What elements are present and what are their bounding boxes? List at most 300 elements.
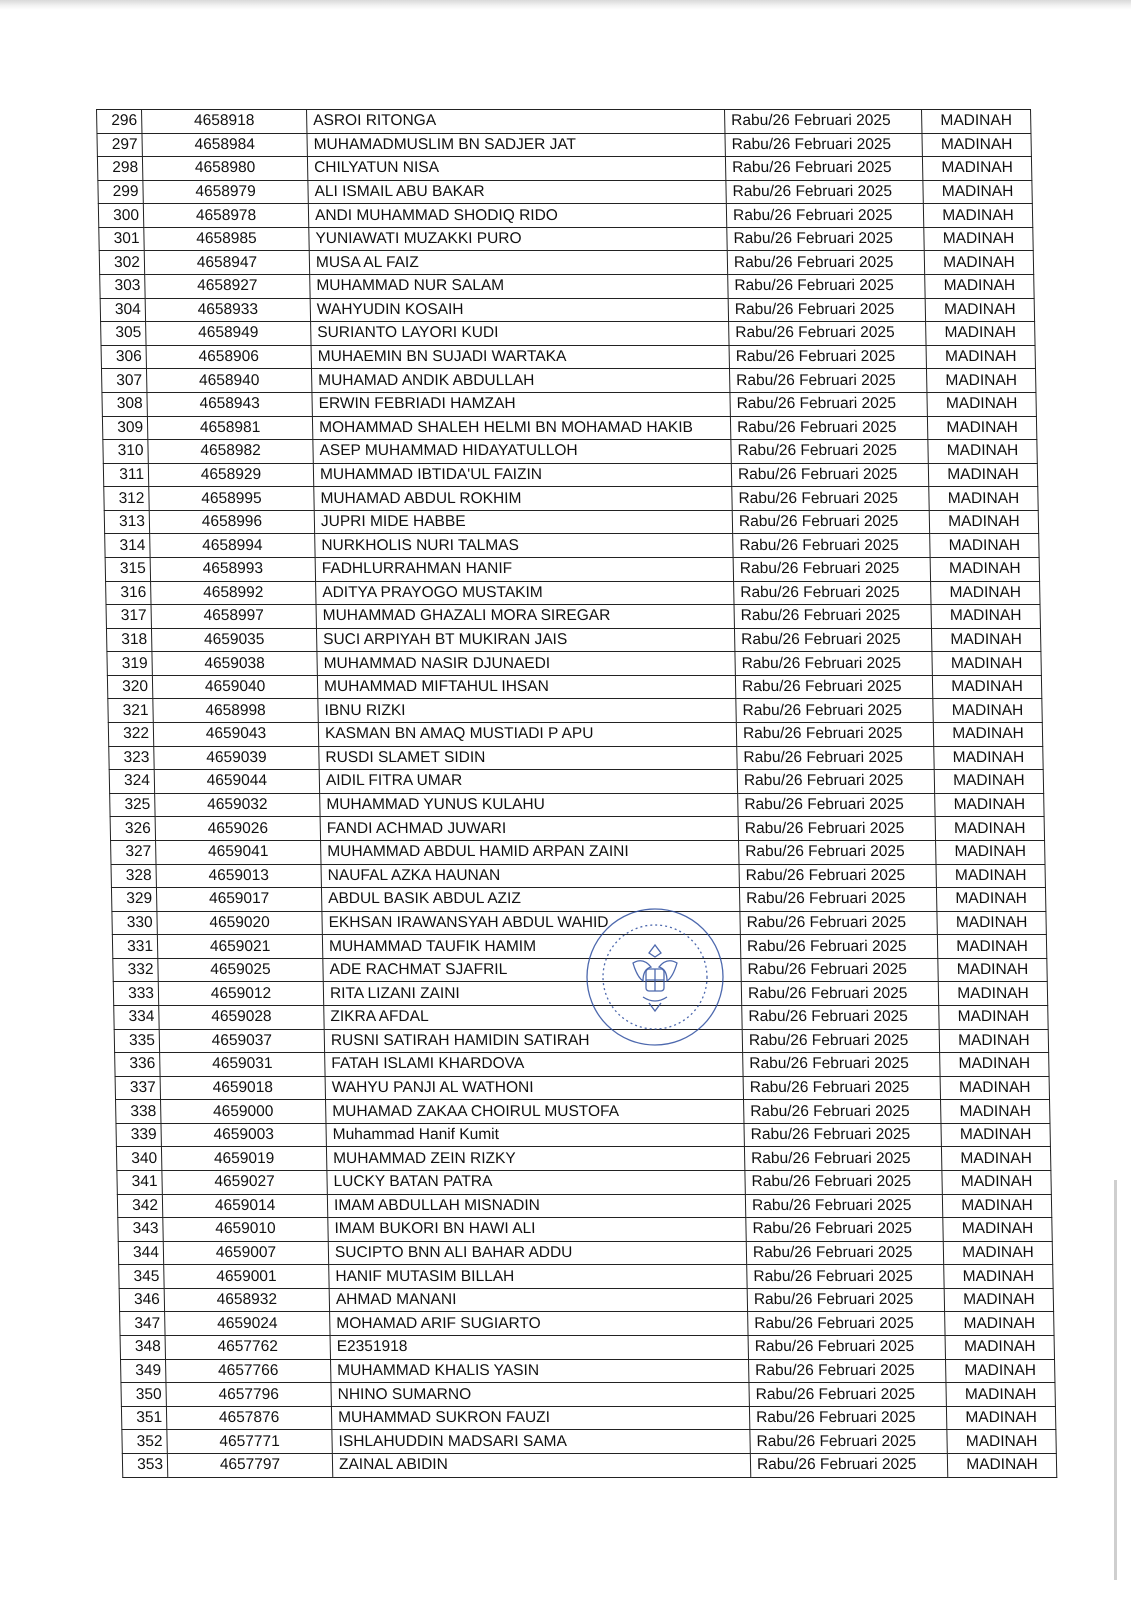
destination-city-cell: MADINAH bbox=[931, 628, 1040, 652]
registration-id-cell: 4657797 bbox=[167, 1453, 332, 1477]
departure-date-cell: Rabu/26 Februari 2025 bbox=[749, 1406, 946, 1430]
destination-city-cell: MADINAH bbox=[934, 746, 1043, 770]
pilgrim-name-cell: WAHYUDIN KOSAIH bbox=[310, 298, 728, 322]
departure-date-cell: Rabu/26 Februari 2025 bbox=[736, 699, 933, 723]
row-number-cell: 334 bbox=[114, 1005, 159, 1029]
destination-city-cell: MADINAH bbox=[927, 416, 1036, 440]
table-row bbox=[99, 251, 1033, 275]
row-number-cell: 338 bbox=[116, 1100, 161, 1124]
row-number-cell: 315 bbox=[105, 557, 150, 581]
departure-date-cell: Rabu/26 Februari 2025 bbox=[747, 1288, 944, 1312]
table-row bbox=[104, 510, 1038, 534]
row-number-cell: 351 bbox=[121, 1406, 166, 1430]
table-row bbox=[106, 628, 1040, 652]
row-number-cell: 308 bbox=[102, 392, 147, 416]
table-row bbox=[100, 298, 1034, 322]
table-row bbox=[111, 888, 1045, 912]
destination-city-cell: MADINAH bbox=[945, 1336, 1054, 1360]
pilgrim-name-cell: ANDI MUHAMMAD SHODIQ RIDO bbox=[308, 204, 726, 228]
destination-city-cell: MADINAH bbox=[922, 110, 1031, 134]
departure-date-cell: Rabu/26 Februari 2025 bbox=[737, 770, 934, 794]
destination-city-cell: MADINAH bbox=[935, 793, 1044, 817]
table-row bbox=[97, 110, 1031, 134]
table-row bbox=[114, 1029, 1048, 1053]
pilgrim-name-cell: IMAM BUKORI BN HAWI ALI bbox=[328, 1218, 746, 1242]
registration-id-cell: 4659013 bbox=[156, 864, 321, 888]
destination-city-cell: MADINAH bbox=[937, 911, 1046, 935]
departure-date-cell: Rabu/26 Februari 2025 bbox=[729, 369, 926, 393]
pilgrim-name-cell: ZIKRA AFDAL bbox=[324, 1005, 742, 1029]
destination-city-cell: MADINAH bbox=[932, 652, 1041, 676]
table-row bbox=[103, 440, 1037, 464]
scan-top-edge bbox=[0, 0, 1131, 10]
table-row bbox=[102, 416, 1036, 440]
registration-id-cell: 4659010 bbox=[163, 1218, 328, 1242]
row-number-cell: 326 bbox=[110, 817, 155, 841]
departure-date-cell: Rabu/26 Februari 2025 bbox=[746, 1218, 943, 1242]
registration-id-cell: 4659043 bbox=[153, 723, 318, 747]
departure-date-cell: Rabu/26 Februari 2025 bbox=[735, 675, 932, 699]
departure-date-cell: Rabu/26 Februari 2025 bbox=[744, 1123, 941, 1147]
registration-id-cell: 4658978 bbox=[143, 204, 308, 228]
table-row bbox=[116, 1100, 1050, 1124]
pilgrim-name-cell: MUHAMAD ANDIK ABDULLAH bbox=[311, 369, 729, 393]
pilgrim-name-cell: MUHAMMAD ABDUL HAMID ARPAN ZAINI bbox=[321, 840, 739, 864]
row-number-cell: 297 bbox=[97, 133, 142, 157]
row-number-cell: 319 bbox=[107, 652, 152, 676]
registration-id-cell: 4658981 bbox=[147, 416, 312, 440]
destination-city-cell: MADINAH bbox=[940, 1053, 1049, 1077]
row-number-cell: 305 bbox=[101, 322, 146, 346]
registration-id-cell: 4659021 bbox=[157, 935, 322, 959]
departure-date-cell: Rabu/26 Februari 2025 bbox=[728, 275, 925, 299]
table-row bbox=[112, 911, 1046, 935]
registration-id-cell: 4658927 bbox=[145, 275, 310, 299]
row-number-cell: 331 bbox=[112, 935, 157, 959]
destination-city-cell: MADINAH bbox=[926, 322, 1035, 346]
table-row bbox=[105, 557, 1039, 581]
registration-id-cell: 4659041 bbox=[156, 840, 321, 864]
registration-id-cell: 4659040 bbox=[152, 675, 317, 699]
pilgrim-name-cell: ASEP MUHAMMAD HIDAYATULLOH bbox=[313, 440, 731, 464]
pilgrim-name-cell: ADITYA PRAYOGO MUSTAKIM bbox=[316, 581, 734, 605]
table-row bbox=[99, 227, 1033, 251]
table-row bbox=[106, 581, 1040, 605]
table-row bbox=[109, 770, 1043, 794]
destination-city-cell: MADINAH bbox=[943, 1241, 1052, 1265]
registration-id-cell: 4658994 bbox=[150, 534, 315, 558]
departure-date-cell: Rabu/26 Februari 2025 bbox=[748, 1312, 945, 1336]
registration-id-cell: 4658918 bbox=[142, 110, 307, 134]
registration-id-cell: 4658993 bbox=[150, 557, 315, 581]
registration-id-cell: 4657766 bbox=[166, 1359, 331, 1383]
row-number-cell: 317 bbox=[106, 605, 151, 629]
pilgrim-name-cell: Muhammad Hanif Kumit bbox=[326, 1123, 744, 1147]
table-row bbox=[118, 1241, 1052, 1265]
departure-date-cell: Rabu/26 Februari 2025 bbox=[731, 463, 928, 487]
destination-city-cell: MADINAH bbox=[933, 723, 1042, 747]
pilgrim-name-cell: YUNIAWATI MUZAKKI PURO bbox=[309, 227, 727, 251]
pilgrim-name-cell: MUHAMAD ABDUL ROKHIM bbox=[314, 487, 732, 511]
departure-date-cell: Rabu/26 Februari 2025 bbox=[725, 157, 922, 181]
pilgrim-name-cell: KASMAN BN AMAQ MUSTIADI P APU bbox=[318, 723, 736, 747]
table-row bbox=[117, 1194, 1051, 1218]
departure-date-cell: Rabu/26 Februari 2025 bbox=[732, 487, 929, 511]
pilgrim-name-cell: MUHAMMAD NUR SALAM bbox=[310, 275, 728, 299]
destination-city-cell: MADINAH bbox=[947, 1453, 1056, 1477]
destination-city-cell: MADINAH bbox=[945, 1312, 1054, 1336]
departure-date-cell: Rabu/26 Februari 2025 bbox=[733, 534, 930, 558]
destination-city-cell: MADINAH bbox=[943, 1218, 1052, 1242]
departure-date-cell: Rabu/26 Februari 2025 bbox=[747, 1265, 944, 1289]
row-number-cell: 311 bbox=[103, 463, 148, 487]
departure-date-cell: Rabu/26 Februari 2025 bbox=[743, 1053, 940, 1077]
table-row bbox=[121, 1406, 1055, 1430]
row-number-cell: 312 bbox=[104, 487, 149, 511]
row-number-cell: 336 bbox=[115, 1053, 160, 1077]
pilgrim-name-cell: MUHAMMAD KHALIS YASIN bbox=[331, 1359, 749, 1383]
table-row bbox=[113, 958, 1047, 982]
pilgrim-name-cell: ERWIN FEBRIADI HAMZAH bbox=[312, 392, 730, 416]
registration-id-cell: 4658982 bbox=[148, 440, 313, 464]
registration-id-cell: 4657876 bbox=[166, 1406, 331, 1430]
departure-date-cell: Rabu/26 Februari 2025 bbox=[740, 935, 937, 959]
registration-id-cell: 4658984 bbox=[142, 133, 307, 157]
departure-date-cell: Rabu/26 Februari 2025 bbox=[742, 1029, 939, 1053]
destination-city-cell: MADINAH bbox=[939, 1029, 1048, 1053]
departure-date-cell: Rabu/26 Februari 2025 bbox=[741, 982, 938, 1006]
departure-date-cell: Rabu/26 Februari 2025 bbox=[744, 1100, 941, 1124]
registration-id-cell: 4659019 bbox=[161, 1147, 326, 1171]
departure-date-cell: Rabu/26 Februari 2025 bbox=[735, 652, 932, 676]
destination-city-cell: MADINAH bbox=[941, 1123, 1050, 1147]
scan-right-edge bbox=[1114, 1180, 1117, 1580]
destination-city-cell: MADINAH bbox=[930, 557, 1039, 581]
row-number-cell: 341 bbox=[117, 1171, 162, 1195]
registration-id-cell: 4658996 bbox=[149, 510, 314, 534]
registration-id-cell: 4657796 bbox=[166, 1383, 331, 1407]
destination-city-cell: MADINAH bbox=[930, 534, 1039, 558]
registration-id-cell: 4659027 bbox=[162, 1171, 327, 1195]
table-row bbox=[122, 1430, 1056, 1454]
pilgrim-name-cell: ISHLAHUDDIN MADSARI SAMA bbox=[332, 1430, 750, 1454]
table-row bbox=[107, 675, 1041, 699]
row-number-cell: 298 bbox=[97, 157, 142, 181]
departure-date-cell: Rabu/26 Februari 2025 bbox=[742, 1005, 939, 1029]
pilgrim-name-cell: SUCIPTO BNN ALI BAHAR ADDU bbox=[328, 1241, 746, 1265]
destination-city-cell: MADINAH bbox=[923, 204, 1032, 228]
departure-date-cell: Rabu/26 Februari 2025 bbox=[734, 605, 931, 629]
registration-id-cell: 4659024 bbox=[165, 1312, 330, 1336]
pilgrim-name-cell: CHILYATUN NISA bbox=[307, 157, 725, 181]
row-number-cell: 345 bbox=[119, 1265, 164, 1289]
registration-id-cell: 4659039 bbox=[154, 746, 319, 770]
departure-date-cell: Rabu/26 Februari 2025 bbox=[726, 204, 923, 228]
table-row bbox=[113, 982, 1047, 1006]
pilgrim-name-cell: MUHAMMAD MIFTAHUL IHSAN bbox=[317, 675, 735, 699]
pilgrim-name-cell: NAUFAL AZKA HAUNAN bbox=[321, 864, 739, 888]
departure-date-cell: Rabu/26 Februari 2025 bbox=[727, 251, 924, 275]
row-number-cell: 324 bbox=[109, 770, 154, 794]
row-number-cell: 347 bbox=[120, 1312, 165, 1336]
row-number-cell: 342 bbox=[117, 1194, 162, 1218]
table-row bbox=[121, 1359, 1055, 1383]
registration-id-cell: 4658992 bbox=[151, 581, 316, 605]
registration-id-cell: 4658943 bbox=[147, 392, 312, 416]
registration-id-cell: 4659012 bbox=[158, 982, 323, 1006]
departure-date-cell: Rabu/26 Februari 2025 bbox=[739, 840, 936, 864]
table-row bbox=[97, 157, 1031, 181]
row-number-cell: 329 bbox=[111, 888, 156, 912]
pilgrim-name-cell: MUHAMMAD IBTIDA'UL FAIZIN bbox=[313, 463, 731, 487]
departure-date-cell: Rabu/26 Februari 2025 bbox=[739, 888, 936, 912]
registration-id-cell: 4657771 bbox=[167, 1430, 332, 1454]
table-row bbox=[105, 534, 1039, 558]
table-row bbox=[101, 345, 1035, 369]
pilgrim-name-cell: ZAINAL ABIDIN bbox=[332, 1453, 750, 1477]
row-number-cell: 322 bbox=[108, 723, 153, 747]
row-number-cell: 350 bbox=[121, 1383, 166, 1407]
departure-date-cell: Rabu/26 Februari 2025 bbox=[734, 628, 931, 652]
destination-city-cell: MADINAH bbox=[926, 345, 1035, 369]
table-row bbox=[110, 793, 1044, 817]
departure-date-cell: Rabu/26 Februari 2025 bbox=[748, 1336, 945, 1360]
row-number-cell: 352 bbox=[122, 1430, 167, 1454]
table-row bbox=[116, 1123, 1050, 1147]
departure-date-cell: Rabu/26 Februari 2025 bbox=[726, 180, 923, 204]
registration-id-cell: 4659017 bbox=[156, 888, 321, 912]
registration-id-cell: 4659000 bbox=[161, 1100, 326, 1124]
departure-date-cell: Rabu/26 Februari 2025 bbox=[733, 557, 930, 581]
table-row bbox=[111, 864, 1045, 888]
registration-id-cell: 4658947 bbox=[144, 251, 309, 275]
table-row bbox=[112, 935, 1046, 959]
destination-city-cell: MADINAH bbox=[944, 1265, 1053, 1289]
destination-city-cell: MADINAH bbox=[925, 298, 1034, 322]
table-row bbox=[110, 817, 1044, 841]
row-number-cell: 301 bbox=[99, 227, 144, 251]
destination-city-cell: MADINAH bbox=[929, 510, 1038, 534]
row-number-cell: 302 bbox=[99, 251, 144, 275]
destination-city-cell: MADINAH bbox=[946, 1359, 1055, 1383]
table-row bbox=[109, 746, 1043, 770]
destination-city-cell: MADINAH bbox=[938, 958, 1047, 982]
pilgrim-name-cell: SUCI ARPIYAH BT MUKIRAN JAIS bbox=[316, 628, 734, 652]
row-number-cell: 343 bbox=[118, 1218, 163, 1242]
table-row bbox=[98, 204, 1032, 228]
pilgrim-name-cell: MUHAMMAD SUKRON FAUZI bbox=[331, 1406, 749, 1430]
row-number-cell: 321 bbox=[108, 699, 153, 723]
pilgrim-name-cell: JUPRI MIDE HABBE bbox=[314, 510, 732, 534]
destination-city-cell: MADINAH bbox=[931, 581, 1040, 605]
row-number-cell: 339 bbox=[116, 1123, 161, 1147]
registration-id-cell: 4658929 bbox=[148, 463, 313, 487]
pilgrim-name-cell: IMAM ABDULLAH MISNADIN bbox=[327, 1194, 745, 1218]
registration-id-cell: 4659007 bbox=[163, 1241, 328, 1265]
departure-date-cell: Rabu/26 Februari 2025 bbox=[737, 746, 934, 770]
table-row bbox=[101, 369, 1035, 393]
registration-id-cell: 4658980 bbox=[142, 157, 307, 181]
departure-date-cell: Rabu/26 Februari 2025 bbox=[739, 864, 936, 888]
row-number-cell: 328 bbox=[111, 864, 156, 888]
departure-date-cell: Rabu/26 Februari 2025 bbox=[729, 345, 926, 369]
pilgrim-name-cell: AIDIL FITRA UMAR bbox=[319, 770, 737, 794]
registration-id-cell: 4659032 bbox=[155, 793, 320, 817]
destination-city-cell: MADINAH bbox=[947, 1430, 1056, 1454]
table-row bbox=[101, 322, 1035, 346]
pilgrim-name-cell: FADHLURRAHMAN HANIF bbox=[315, 557, 733, 581]
registration-id-cell: 4659035 bbox=[151, 628, 316, 652]
destination-city-cell: MADINAH bbox=[928, 440, 1037, 464]
pilgrim-name-cell: MUHAMAD ZAKAA CHOIRUL MUSTOFA bbox=[326, 1100, 744, 1124]
departure-date-cell: Rabu/26 Februari 2025 bbox=[725, 110, 922, 134]
registration-id-cell: 4659020 bbox=[157, 911, 322, 935]
pilgrim-name-cell: MUHAMMAD GHAZALI MORA SIREGAR bbox=[316, 605, 734, 629]
departure-date-cell: Rabu/26 Februari 2025 bbox=[736, 723, 933, 747]
destination-city-cell: MADINAH bbox=[936, 840, 1045, 864]
row-number-cell: 316 bbox=[106, 581, 151, 605]
table-row bbox=[122, 1453, 1056, 1477]
destination-city-cell: MADINAH bbox=[922, 133, 1031, 157]
registration-id-cell: 4659014 bbox=[162, 1194, 327, 1218]
row-number-cell: 318 bbox=[106, 628, 151, 652]
destination-city-cell: MADINAH bbox=[927, 392, 1036, 416]
table-row bbox=[104, 487, 1038, 511]
row-number-cell: 300 bbox=[98, 204, 143, 228]
table-body bbox=[97, 110, 1057, 1478]
pilgrim-name-cell: MUHAMMAD YUNUS KULAHU bbox=[320, 793, 738, 817]
registration-id-cell: 4659037 bbox=[159, 1029, 324, 1053]
pilgrim-name-cell: MOHAMAD ARIF SUGIARTO bbox=[330, 1312, 748, 1336]
table-row bbox=[107, 652, 1041, 676]
destination-city-cell: MADINAH bbox=[942, 1171, 1051, 1195]
registration-id-cell: 4659018 bbox=[160, 1076, 325, 1100]
table-row bbox=[118, 1218, 1052, 1242]
destination-city-cell: MADINAH bbox=[924, 251, 1033, 275]
destination-city-cell: MADINAH bbox=[941, 1100, 1050, 1124]
registration-id-cell: 4659028 bbox=[159, 1005, 324, 1029]
table-row bbox=[120, 1336, 1054, 1360]
destination-city-cell: MADINAH bbox=[924, 227, 1033, 251]
destination-city-cell: MADINAH bbox=[928, 463, 1037, 487]
pilgrim-name-cell: RUSNI SATIRAH HAMIDIN SATIRAH bbox=[324, 1029, 742, 1053]
destination-city-cell: MADINAH bbox=[940, 1076, 1049, 1100]
pilgrim-name-cell: IBNU RIZKI bbox=[318, 699, 736, 723]
pilgrim-name-cell: ABDUL BASIK ABDUL AZIZ bbox=[321, 888, 739, 912]
pilgrim-name-cell: NHINO SUMARNO bbox=[331, 1383, 749, 1407]
row-number-cell: 340 bbox=[116, 1147, 161, 1171]
pilgrim-name-cell: HANIF MUTASIM BILLAH bbox=[329, 1265, 747, 1289]
departure-date-cell: Rabu/26 Februari 2025 bbox=[746, 1241, 943, 1265]
departure-date-cell: Rabu/26 Februari 2025 bbox=[745, 1194, 942, 1218]
registration-id-cell: 4658940 bbox=[146, 369, 311, 393]
table-row bbox=[119, 1288, 1053, 1312]
destination-city-cell: MADINAH bbox=[929, 487, 1038, 511]
pilgrim-name-cell: MUSA AL FAIZ bbox=[309, 251, 727, 275]
table-row bbox=[120, 1312, 1054, 1336]
row-number-cell: 309 bbox=[102, 416, 147, 440]
registration-id-cell: 4658997 bbox=[151, 605, 316, 629]
destination-city-cell: MADINAH bbox=[934, 770, 1043, 794]
row-number-cell: 349 bbox=[121, 1359, 166, 1383]
destination-city-cell: MADINAH bbox=[936, 864, 1045, 888]
registration-id-cell: 4658985 bbox=[144, 227, 309, 251]
row-number-cell: 333 bbox=[113, 982, 158, 1006]
destination-city-cell: MADINAH bbox=[922, 157, 1031, 181]
departure-date-cell: Rabu/26 Februari 2025 bbox=[738, 817, 935, 841]
pilgrim-name-cell: MUHAMADMUSLIM BN SADJER JAT bbox=[307, 133, 725, 157]
row-number-cell: 310 bbox=[103, 440, 148, 464]
pilgrim-table bbox=[96, 109, 1057, 1478]
row-number-cell: 320 bbox=[107, 675, 152, 699]
row-number-cell: 296 bbox=[97, 110, 142, 134]
row-number-cell: 353 bbox=[122, 1453, 167, 1477]
registration-id-cell: 4658906 bbox=[146, 345, 311, 369]
table-row bbox=[116, 1147, 1050, 1171]
row-number-cell: 325 bbox=[110, 793, 155, 817]
destination-city-cell: MADINAH bbox=[939, 1005, 1048, 1029]
row-number-cell: 323 bbox=[109, 746, 154, 770]
destination-city-cell: MADINAH bbox=[942, 1194, 1051, 1218]
table-row bbox=[98, 180, 1032, 204]
departure-date-cell: Rabu/26 Februari 2025 bbox=[732, 510, 929, 534]
registration-id-cell: 4657762 bbox=[165, 1336, 330, 1360]
departure-date-cell: Rabu/26 Februari 2025 bbox=[745, 1171, 942, 1195]
table-row bbox=[119, 1265, 1053, 1289]
row-number-cell: 348 bbox=[120, 1336, 165, 1360]
table-row bbox=[108, 699, 1042, 723]
destination-city-cell: MADINAH bbox=[946, 1383, 1055, 1407]
departure-date-cell: Rabu/26 Februari 2025 bbox=[729, 322, 926, 346]
pilgrim-name-cell: LUCKY BATAN PATRA bbox=[327, 1171, 745, 1195]
departure-date-cell: Rabu/26 Februari 2025 bbox=[750, 1430, 947, 1454]
table-row bbox=[115, 1076, 1049, 1100]
registration-id-cell: 4658933 bbox=[145, 298, 310, 322]
registration-id-cell: 4659026 bbox=[155, 817, 320, 841]
destination-city-cell: MADINAH bbox=[938, 982, 1047, 1006]
pilgrim-name-cell: ADE RACHMAT SJAFRIL bbox=[323, 958, 741, 982]
destination-city-cell: MADINAH bbox=[931, 605, 1040, 629]
departure-date-cell: Rabu/26 Februari 2025 bbox=[740, 911, 937, 935]
destination-city-cell: MADINAH bbox=[946, 1406, 1055, 1430]
destination-city-cell: MADINAH bbox=[923, 180, 1032, 204]
departure-date-cell: Rabu/26 Februari 2025 bbox=[727, 227, 924, 251]
registration-id-cell: 4658932 bbox=[164, 1288, 329, 1312]
departure-date-cell: Rabu/26 Februari 2025 bbox=[749, 1383, 946, 1407]
pilgrim-name-cell: MUHAMMAD NASIR DJUNAEDI bbox=[317, 652, 735, 676]
destination-city-cell: MADINAH bbox=[937, 935, 1046, 959]
departure-date-cell: Rabu/26 Februari 2025 bbox=[725, 133, 922, 157]
registration-id-cell: 4659038 bbox=[152, 652, 317, 676]
row-number-cell: 335 bbox=[114, 1029, 159, 1053]
departure-date-cell: Rabu/26 Februari 2025 bbox=[743, 1076, 940, 1100]
registration-id-cell: 4659025 bbox=[158, 958, 323, 982]
row-number-cell: 306 bbox=[101, 345, 146, 369]
destination-city-cell: MADINAH bbox=[935, 817, 1044, 841]
destination-city-cell: MADINAH bbox=[944, 1288, 1053, 1312]
table-row bbox=[114, 1005, 1048, 1029]
table-row bbox=[102, 392, 1036, 416]
pilgrim-name-cell: MUHAMMAD ZEIN RIZKY bbox=[326, 1147, 744, 1171]
departure-date-cell: Rabu/26 Februari 2025 bbox=[744, 1147, 941, 1171]
pilgrim-name-cell: RITA LIZANI ZAINI bbox=[323, 982, 741, 1006]
registration-id-cell: 4659003 bbox=[161, 1123, 326, 1147]
pilgrim-name-cell: MUHAMMAD TAUFIK HAMIM bbox=[322, 935, 740, 959]
destination-city-cell: MADINAH bbox=[925, 275, 1034, 299]
pilgrim-name-cell: ALI ISMAIL ABU BAKAR bbox=[308, 180, 726, 204]
pilgrim-name-cell: NURKHOLIS NURI TALMAS bbox=[315, 534, 733, 558]
document-page bbox=[96, 109, 1056, 1478]
